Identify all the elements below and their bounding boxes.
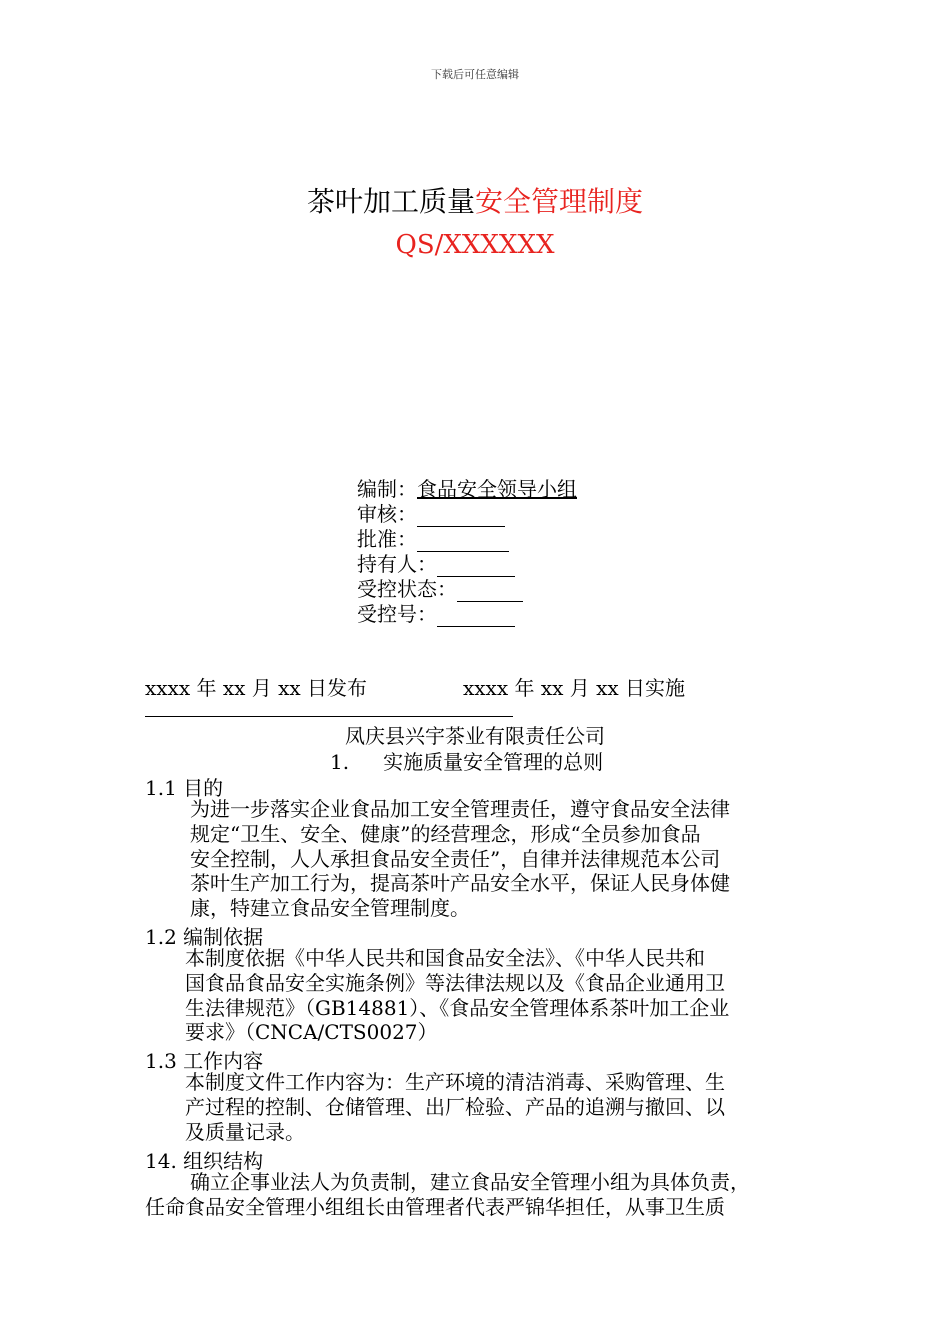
divider-line	[145, 716, 513, 717]
section-1-heading	[330, 746, 603, 775]
meta-compiled-label: 编制：	[357, 477, 417, 501]
sub-1-1-line: 康，特建立食品安全管理制度。	[190, 896, 470, 921]
meta-compiled-value: 食品安全领导小组	[417, 477, 577, 501]
sub-1-3-body	[185, 1070, 830, 1144]
document-code: QS/XXXXXX	[395, 230, 555, 260]
sub-1-1-line: 规定“卫生、安全、健康”的经营理念，形成“全员参加食品	[190, 821, 701, 846]
sub-1-1-body	[190, 797, 830, 921]
issue-date: xxxx 年 xx 月 xx 日发布	[145, 676, 368, 700]
sub-1-2-line: 本制度依据《中华人民共和国食品安全法》、《中华人民共和	[185, 946, 705, 970]
meta-number-label: 受控号：	[357, 602, 437, 626]
sub-1-2-line: 要求》（CNCA/CTS0027）	[185, 1020, 438, 1045]
header-note: 下载后可任意编辑	[431, 68, 519, 81]
sub-1-1-line: 为进一步落实企业食品加工安全管理责任，遵守食品安全法律	[190, 797, 730, 821]
meta-approved-label: 批准：	[357, 527, 417, 551]
sub-1-2-heading: 1.2 编制依据	[145, 925, 264, 949]
sub-1-3-line: 本制度文件工作内容为：生产环境的清洁消毒、采购管理、生	[185, 1070, 725, 1094]
sub-1-3-line: 产过程的控制、仓储管理、出厂检验、产品的追溯与撤回、以	[185, 1094, 725, 1119]
section-1-number: 1.	[330, 750, 350, 774]
sub-1-4-line: 任命食品安全管理小组组长由管理者代表严锦华担任，从事卫生质	[145, 1194, 725, 1219]
sub-1-3-line: 及质量记录。	[185, 1119, 305, 1144]
sub-1-1-heading: 1.1 目的	[145, 776, 224, 800]
effective-date: xxxx 年 xx 月 xx 日实施	[463, 676, 686, 700]
sub-1-4-heading: 14. 组织结构	[145, 1149, 264, 1173]
sub-1-2-line: 生法律规范》（GB14881）、《食品安全管理体系茶叶加工企业	[185, 995, 730, 1020]
sub-1-4-line: 确立企事业法人为负责制，建立食品安全管理小组为具体负责，	[190, 1170, 750, 1194]
sub-1-2-body	[185, 946, 830, 1045]
company-name: 凤庆县兴宇茶业有限责任公司	[345, 724, 605, 748]
sub-1-4-body	[145, 1170, 835, 1220]
meta-number-blank	[437, 606, 515, 627]
meta-holder-label: 持有人：	[357, 552, 437, 576]
sub-1-2-line: 国食品食品安全实施条例》等法律法规以及《食品企业通用卫	[185, 970, 725, 995]
title-red-part: 安全管理制度	[475, 185, 644, 218]
meta-status-label: 受控状态：	[357, 577, 457, 601]
document-title	[0, 180, 950, 220]
meta-reviewed-label: 审核：	[357, 502, 417, 526]
meta-number	[357, 598, 515, 627]
sub-1-1-line: 茶叶生产加工行为，提高茶叶产品安全水平，保证人民身体健	[190, 871, 730, 896]
title-black-part: 茶叶加工质量	[306, 185, 475, 218]
section-1-title: 实施质量安全管理的总则	[383, 750, 604, 774]
sub-1-1-line: 安全控制，人人承担食品安全责任”，自律并法律规范本公司	[190, 846, 721, 871]
sub-1-3-heading: 1.3 工作内容	[145, 1049, 264, 1073]
